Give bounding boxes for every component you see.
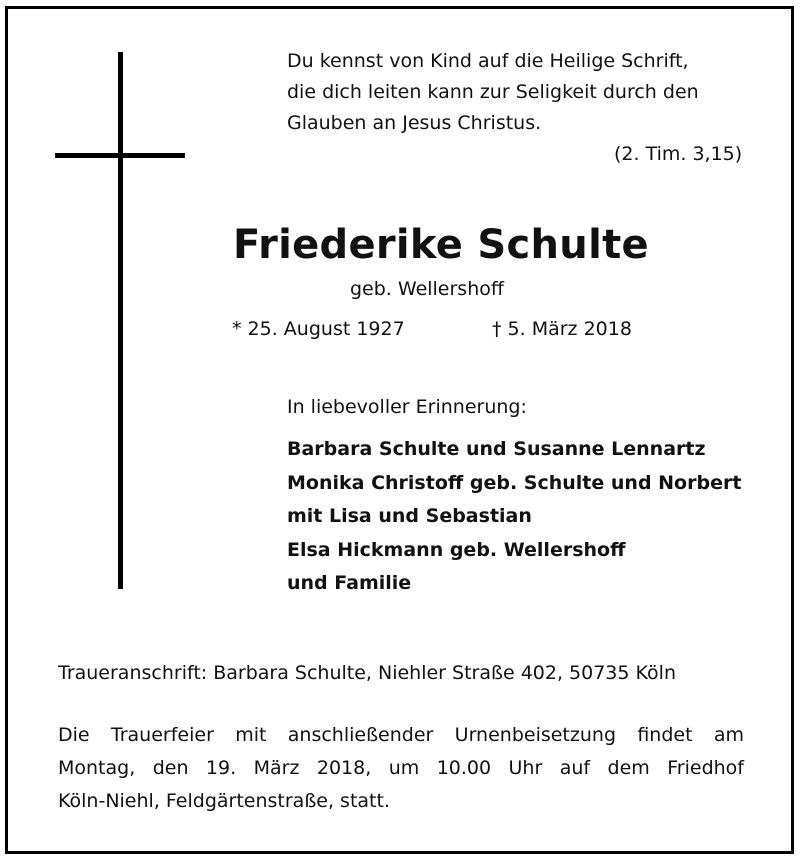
verse-line: Du kennst von Kind auf die Heilige Schrift,: [287, 50, 689, 72]
bible-verse: [287, 46, 699, 139]
death-date: † 5. März 2018: [492, 318, 632, 340]
mourner-line: und Familie: [287, 572, 412, 594]
deceased-name: Friederike Schulte: [233, 222, 649, 268]
cross-vertical-bar: [118, 52, 123, 589]
mourner-line: Elsa Hickmann geb. Wellershoff: [287, 538, 626, 561]
mourners-list: [287, 433, 741, 601]
ceremony-line: Köln-Niehl, Feldgärtenstraße, statt.: [58, 790, 390, 812]
verse-line: Glauben an Jesus Christus.: [287, 112, 542, 134]
maiden-name: geb. Wellershoff: [350, 278, 504, 300]
ceremony-line: Die Trauerfeier mit anschließender Urnenbeisetzung findet am: [58, 724, 744, 746]
mourner-line: Barbara Schulte und Susanne Lennartz: [287, 438, 706, 460]
verse-line: die dich leiten kann zur Seligkeit durch den: [287, 81, 699, 103]
mourning-address: Traueranschrift: Barbara Schulte, Niehler Straße 402, 50735 Köln: [58, 662, 676, 684]
cross-horizontal-bar: [55, 153, 185, 158]
ceremony-line: Montag, den 19. März 2018, um 10.00 Uhr auf dem Friedhof: [58, 757, 744, 779]
mourner-line: mit Lisa und Sebastian: [287, 505, 532, 527]
ceremony-info: [58, 719, 744, 818]
verse-reference: (2. Tim. 3,15): [614, 143, 743, 165]
mourner-line: Monika Christoff geb. Schulte und Norbert: [287, 471, 742, 494]
birth-date: * 25. August 1927: [232, 318, 405, 340]
memory-heading: In liebevoller Erinnerung:: [287, 396, 527, 418]
